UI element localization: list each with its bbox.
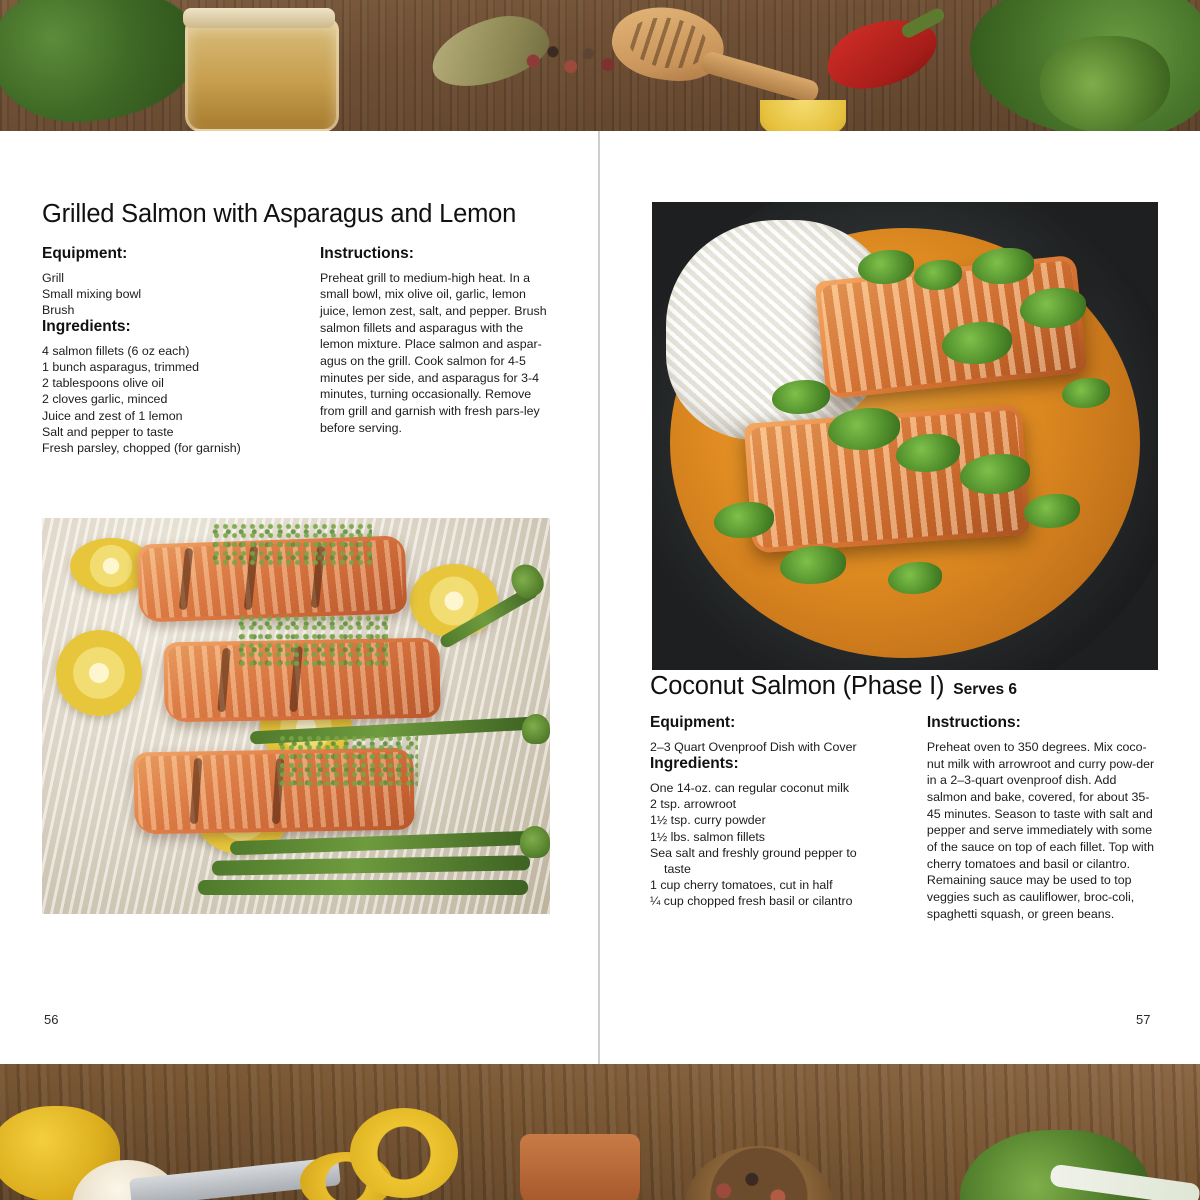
paragraph: agus on the grill. Cook salmon for 4-5 minutes per side, and asparagus for 3-4 minutes, turning occasionally. Remove from grill and garnish with fresh pars-ley before serving. xyxy=(320,353,540,435)
page-number-right: 57 xyxy=(1136,1012,1151,1027)
list-item: 1 bunch asparagus, trimmed xyxy=(42,360,200,375)
list-item: 2 cloves garlic, minced xyxy=(42,392,168,407)
list-item: Juice and zest of 1 lemon xyxy=(42,408,183,423)
right-recipe-column-a xyxy=(650,714,927,922)
list-item: taste xyxy=(664,861,691,876)
left-ingredients-list xyxy=(42,343,320,456)
list-item: One 14-oz. can regular coconut milk xyxy=(650,781,850,796)
dill-sprig xyxy=(278,734,418,788)
green-herbs-decor xyxy=(1040,36,1170,131)
asparagus-spear xyxy=(198,880,528,895)
right-recipe-columns xyxy=(650,714,1158,922)
list-item: 4 salmon fillets (6 oz each) xyxy=(42,344,190,358)
jar-lid-decor xyxy=(183,8,335,28)
right-recipe-serves: Serves 6 xyxy=(953,681,1018,698)
left-instructions-body xyxy=(320,270,552,437)
right-recipe-column-b xyxy=(927,714,1158,922)
book-spine-divider xyxy=(598,131,600,1064)
left-recipe-title: Grilled Salmon with Asparagus and Lemon xyxy=(42,200,517,228)
list-item: ¼ cup chopped fresh basil or cilantro xyxy=(650,894,853,908)
list-item: Sea salt and freshly ground pepper to xyxy=(650,845,857,860)
left-page-content xyxy=(42,198,552,456)
list-item: 1½ tsp. curry powder xyxy=(650,813,766,828)
dill-sprig xyxy=(212,522,372,568)
list-item: 1 cup cherry tomatoes, cut in half xyxy=(650,877,833,892)
list-item: Salt and pepper to taste xyxy=(42,424,174,439)
list-item: Fresh parsley, chopped (for garnish) xyxy=(42,440,241,455)
right-recipe-title-row xyxy=(650,672,1158,701)
coconut-salmon-photo xyxy=(652,202,1158,670)
left-recipe-column-b xyxy=(320,245,552,456)
right-ingredients-heading: Ingredients: xyxy=(650,755,739,773)
right-ingredients-list xyxy=(650,780,927,909)
right-recipe-title: Coconut Salmon (Phase I) xyxy=(650,672,945,700)
grilled-salmon-photo xyxy=(42,518,550,914)
lemon-wedge-decor xyxy=(760,100,846,131)
bottom-decorative-photo-band xyxy=(0,1064,1200,1200)
right-equipment-list xyxy=(650,739,927,755)
list-item: 1½ lbs. salmon fillets xyxy=(650,829,766,844)
oil-jar-decor xyxy=(185,18,339,131)
list-item: Brush xyxy=(42,302,75,317)
clay-pot-decor xyxy=(520,1134,640,1200)
list-item: 2 tablespoons olive oil xyxy=(42,376,164,391)
paragraph: Preheat oven to 350 degrees. Mix coco-nut milk with arrowroot and curry pow-der in a 2–3-quart ovenproof dish. Add salmon and bake, covered, for about 35-45 minutes. Season to taste with salt and pepper and serve immediately with some of the sauce on top of each fillet. Top with cherry tomatoes and basil or cilantro. Remaining sauce may be used to top veggies such as cauliflower, broc-coli, spaghetti squash, or green beans. xyxy=(926,740,1155,921)
left-equipment-heading: Equipment: xyxy=(42,244,128,262)
list-item: 2–3 Quart Ovenproof Dish with Cover xyxy=(650,740,857,754)
top-decorative-photo-band xyxy=(0,0,1200,131)
left-instructions-heading: Instructions: xyxy=(320,244,414,262)
left-recipe-columns xyxy=(42,245,552,456)
right-equipment-heading: Equipment: xyxy=(650,714,736,731)
lemon-slice xyxy=(410,564,498,638)
right-page-content xyxy=(650,672,1158,922)
asparagus-tip xyxy=(522,714,550,744)
list-item: 2 tsp. arrowroot xyxy=(650,797,737,812)
list-item: Grill xyxy=(42,270,65,285)
list-item: Small mixing bowl xyxy=(42,286,142,301)
left-recipe-column-a xyxy=(42,245,320,456)
asparagus-tip xyxy=(520,826,550,858)
left-ingredients-heading: Ingredients: xyxy=(42,318,131,335)
right-instructions-heading: Instructions: xyxy=(926,714,1021,731)
lemon-slice xyxy=(56,630,142,716)
right-instructions-body xyxy=(927,739,1158,922)
paragraph: Preheat grill to medium-high heat. In a small bowl, mix olive oil, garlic, lemon juice, lemon zest, salt, and pepper. Brush salmon fillets and asparagus with the lemon mixture. Place salmon and aspar- xyxy=(320,270,547,352)
dill-sprig xyxy=(238,614,388,668)
left-equipment-list xyxy=(42,270,320,318)
pepper-ring-decor xyxy=(350,1108,458,1198)
page-number-left: 56 xyxy=(44,1012,59,1027)
